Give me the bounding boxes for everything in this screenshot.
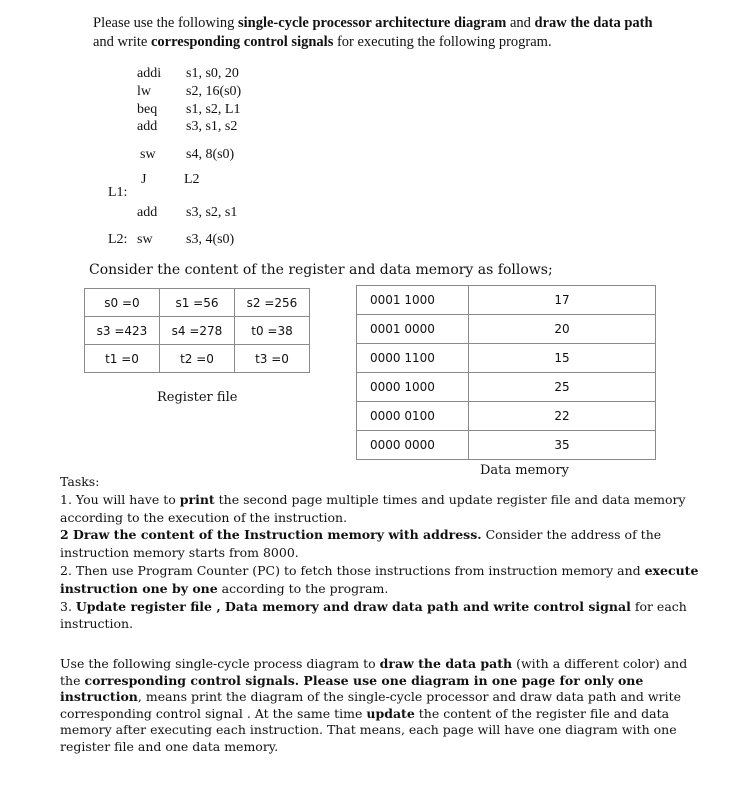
- instr-op: beq: [137, 102, 158, 117]
- instr-op: J: [141, 172, 147, 187]
- instr-args: s3, s1, s2: [186, 119, 238, 134]
- table-row: [357, 373, 656, 402]
- intro-text-2: and: [506, 15, 535, 31]
- memory-value: 20: [469, 315, 656, 344]
- register-file-table: [84, 288, 310, 373]
- tasks-heading: Tasks:: [60, 474, 100, 489]
- task-text: the second page multiple times and update register file and data memory according to the execution of the instruction.: [60, 491, 686, 525]
- data-memory-table: [356, 285, 656, 460]
- para-text: Use the following single-cycle process diagram to: [60, 656, 380, 671]
- register-cell: s4 =278: [160, 317, 235, 345]
- memory-address: 0000 0100: [357, 402, 469, 431]
- intro-bold-2: draw the data path: [534, 15, 653, 31]
- register-cell: s0 =0: [85, 289, 160, 317]
- task-item: [60, 562, 700, 598]
- intro-text-4: for executing the following program.: [333, 34, 552, 50]
- memory-address: 0000 0000: [357, 431, 469, 460]
- task-bold: print: [179, 491, 215, 507]
- table-row: [357, 286, 656, 315]
- register-file-caption: Register file: [157, 390, 238, 405]
- task-text: according to the program.: [217, 580, 389, 596]
- instr-op: sw: [137, 232, 153, 247]
- instr-args: s1, s2, L1: [186, 102, 241, 117]
- table-row: [357, 402, 656, 431]
- table-row: [85, 345, 310, 373]
- intro-text-1: Please use the following: [93, 15, 238, 31]
- task-bold: execute instruction one by one: [60, 562, 699, 596]
- label-l1: L1:: [108, 185, 128, 200]
- instr-op: add: [137, 119, 158, 134]
- task-text: 3.: [60, 598, 76, 614]
- memory-value: 35: [469, 431, 656, 460]
- memory-address: 0001 1000: [357, 286, 469, 315]
- instr-op: lw: [137, 84, 151, 99]
- intro-text-3: and write: [93, 34, 151, 50]
- instr-op: sw: [140, 147, 156, 162]
- task-bold: Update register file , Data memory and draw data path and write control signal: [75, 598, 631, 614]
- para-bold: update: [366, 705, 415, 721]
- label-l2: L2:: [108, 232, 128, 247]
- task-text: Consider the address of the instruction memory starts from 8000.: [60, 527, 662, 561]
- para-text: the content of the register file and data memory after executing each instruction. That means, each page will have one diagram with one register file and one data memory.: [60, 705, 677, 754]
- table-row: [85, 317, 310, 345]
- memory-address: 0001 0000: [357, 315, 469, 344]
- para-text: (with a different color) and the: [60, 656, 688, 688]
- task-bold: 2 Draw the content of the Instruction memory with address.: [60, 527, 482, 543]
- instr-args: s3, 4(s0): [186, 232, 235, 247]
- task-item: [60, 598, 700, 634]
- memory-value: 22: [469, 402, 656, 431]
- register-cell: t1 =0: [85, 345, 160, 373]
- consider-text: Consider the content of the register and data memory as follows;: [89, 262, 553, 278]
- register-cell: t2 =0: [160, 345, 235, 373]
- intro-bold-3: corresponding control signals: [150, 34, 334, 50]
- task-text: 1. You will have to: [60, 491, 180, 507]
- memory-value: 25: [469, 373, 656, 402]
- register-cell: s2 =256: [235, 289, 310, 317]
- table-row: [357, 431, 656, 460]
- register-cell: t3 =0: [235, 345, 310, 373]
- instr-args: s2, 16(s0): [186, 84, 242, 99]
- table-row: [357, 315, 656, 344]
- memory-value: 15: [469, 344, 656, 373]
- register-cell: t0 =38: [235, 317, 310, 345]
- instr-op: add: [137, 205, 158, 220]
- para-bold: draw the data path: [379, 656, 513, 671]
- memory-address: 0000 1100: [357, 344, 469, 373]
- intro-bold-1: single-cycle processor architecture diagram: [237, 15, 507, 31]
- task-text: for each instruction.: [60, 598, 687, 632]
- task-text: 2. Then use Program Counter (PC) to fetch those instructions from instruction memory and: [60, 562, 645, 578]
- intro-paragraph: [93, 14, 653, 52]
- instructions-paragraph: [60, 656, 710, 755]
- tasks-section: [60, 473, 700, 633]
- table-row: [357, 344, 656, 373]
- data-memory-caption: Data memory: [480, 463, 570, 478]
- instr-op: addi: [137, 66, 162, 81]
- instr-args: L2: [184, 172, 200, 187]
- instr-args: s1, s0, 20: [186, 66, 239, 81]
- memory-value: 17: [469, 286, 656, 315]
- task-item: [60, 491, 700, 527]
- para-bold: corresponding control signals. Please use one diagram in one page for only one instruction: [60, 672, 644, 704]
- task-item: [60, 526, 700, 562]
- para-text: , means print the diagram of the single-cycle processor and draw data path and write corresponding control signal . At the same time: [60, 689, 681, 721]
- instr-args: s4, 8(s0): [186, 147, 235, 162]
- register-cell: s3 =423: [85, 317, 160, 345]
- register-cell: s1 =56: [160, 289, 235, 317]
- instr-args: s3, s2, s1: [186, 205, 238, 220]
- table-row: [85, 289, 310, 317]
- memory-address: 0000 1000: [357, 373, 469, 402]
